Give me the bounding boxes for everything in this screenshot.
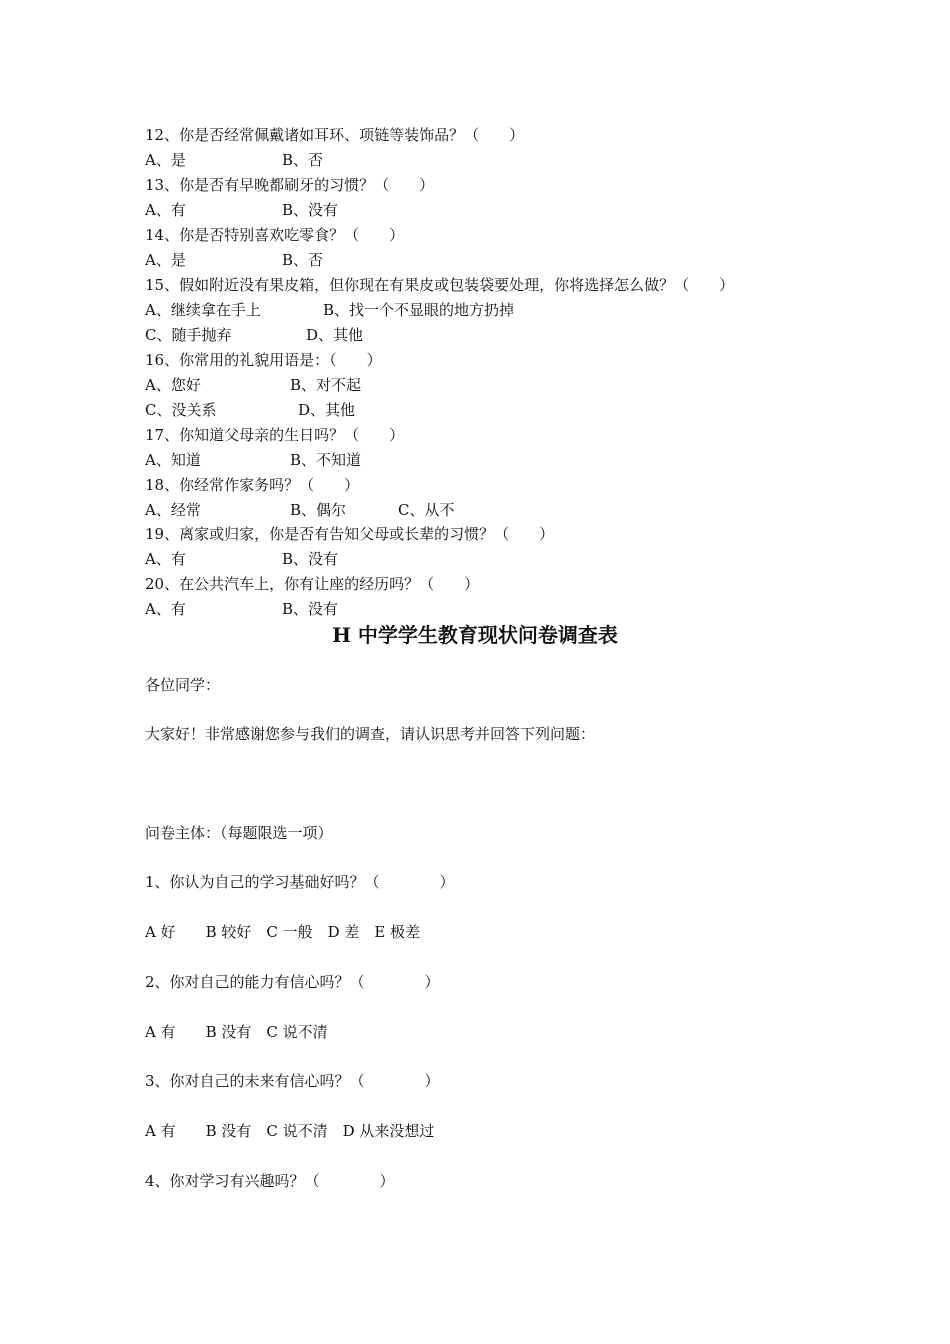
main-heading: 问卷主体：（每题限选一项） bbox=[145, 824, 333, 842]
option-b: B、不知道 bbox=[290, 451, 362, 469]
option-a: A、有 bbox=[145, 550, 186, 568]
options-17 bbox=[145, 448, 362, 473]
option-a: A、是 bbox=[145, 151, 186, 169]
option-c: C、从不 bbox=[398, 501, 455, 519]
question-18: 18、你经常作家务吗？（ ） bbox=[145, 476, 360, 494]
survey-title: H 中学学生教育现状问卷调查表 bbox=[332, 623, 618, 647]
option-a: A、有 bbox=[145, 201, 186, 219]
option-a: A、经常 bbox=[145, 501, 201, 519]
question-17: 17、你知道父母亲的生日吗？（ ） bbox=[145, 426, 405, 444]
option-a: A、您好 bbox=[145, 376, 201, 394]
survey-options-1: A 好 B 较好 C 一般 D 差 E 极差 bbox=[145, 923, 421, 941]
option-b: B、否 bbox=[282, 251, 324, 269]
options-18 bbox=[145, 498, 455, 523]
question-19: 19、离家或归家，你是否有告知父母或长辈的习惯？（ ） bbox=[145, 525, 555, 543]
question-15: 15、假如附近没有果皮箱，但你现在有果皮或包装袋要处理，你将选择怎么做？（ ） bbox=[145, 276, 735, 294]
option-b: B、没有 bbox=[282, 201, 339, 219]
option-a: A、知道 bbox=[145, 451, 201, 469]
options-16-row1 bbox=[145, 373, 362, 398]
option-a: A、继续拿在手上 bbox=[145, 301, 261, 319]
options-20 bbox=[145, 597, 339, 622]
options-14 bbox=[145, 248, 324, 273]
option-b: B、没有 bbox=[282, 550, 339, 568]
survey-question-2: 2、你对自己的能力有信心吗？（ ） bbox=[145, 973, 440, 991]
question-16: 16、你常用的礼貌用语是：（ ） bbox=[145, 351, 382, 369]
option-c: C、没关系 bbox=[145, 401, 217, 419]
survey-question-4: 4、你对学习有兴趣吗？（ ） bbox=[145, 1172, 395, 1190]
options-12 bbox=[145, 148, 324, 173]
options-13 bbox=[145, 198, 339, 223]
option-b: B、否 bbox=[282, 151, 324, 169]
options-16-row2 bbox=[145, 398, 356, 423]
option-d: D、其他 bbox=[306, 326, 364, 344]
question-13: 13、你是否有早晚都刷牙的习惯？（ ） bbox=[145, 176, 435, 194]
intro-text: 大家好！非常感谢您参与我们的调查，请认识思考并回答下列问题： bbox=[145, 725, 596, 743]
option-c: C、随手抛弃 bbox=[145, 326, 232, 344]
survey-options-2: A 有 B 没有 C 说不清 bbox=[145, 1023, 328, 1041]
question-20: 20、在公共汽车上，你有让座的经历吗？（ ） bbox=[145, 575, 480, 593]
question-14: 14、你是否特别喜欢吃零食？（ ） bbox=[145, 226, 405, 244]
option-d: D、其他 bbox=[298, 401, 356, 419]
option-b: B、偶尔 bbox=[290, 501, 347, 519]
option-b: B、没有 bbox=[282, 600, 339, 618]
question-12: 12、你是否经常佩戴诸如耳环、项链等装饰品？（ ） bbox=[145, 126, 525, 144]
greeting: 各位同学： bbox=[145, 676, 221, 694]
option-a: A、是 bbox=[145, 251, 186, 269]
options-15-row2 bbox=[145, 323, 364, 348]
option-b: B、对不起 bbox=[290, 376, 362, 394]
options-19 bbox=[145, 547, 339, 572]
survey-question-3: 3、你对自己的未来有信心吗？（ ） bbox=[145, 1072, 440, 1090]
survey-question-1: 1、你认为自己的学习基础好吗？（ ） bbox=[145, 873, 455, 891]
option-a: A、有 bbox=[145, 600, 186, 618]
options-15-row1 bbox=[145, 298, 515, 323]
survey-options-3: A 有 B 没有 C 说不清 D 从来没想过 bbox=[145, 1122, 435, 1140]
option-b: B、找一个不显眼的地方扔掉 bbox=[323, 301, 515, 319]
